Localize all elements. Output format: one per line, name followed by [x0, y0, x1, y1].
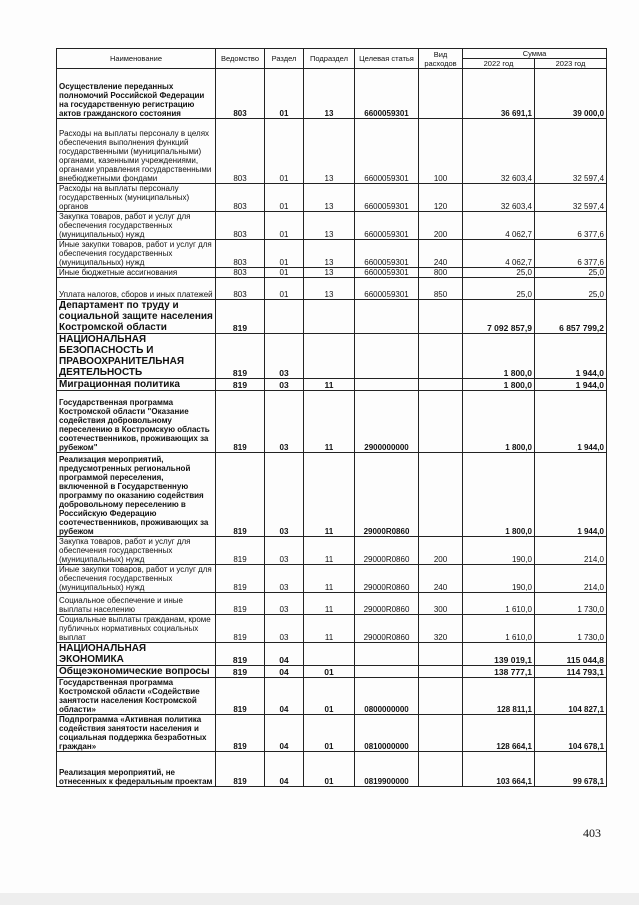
scan-edge — [0, 893, 639, 905]
cell-pod: 11 — [304, 391, 355, 453]
cell-pod: 13 — [304, 268, 355, 278]
cell-s2022: 1 800,0 — [463, 334, 535, 379]
header-2023: 2023 год — [535, 59, 607, 69]
cell-target — [355, 666, 419, 678]
header-2022: 2022 год — [463, 59, 535, 69]
cell-s2022: 128 664,1 — [463, 715, 535, 752]
cell-s2022: 4 062,7 — [463, 212, 535, 240]
cell-target: 29000R0860 — [355, 593, 419, 615]
cell-razdel: 03 — [265, 615, 304, 643]
header-razdel: Раздел — [265, 49, 304, 69]
cell-name: Департамент по труду и социальной защите населения Костромской области — [57, 300, 216, 334]
cell-razdel: 03 — [265, 453, 304, 537]
cell-target: 6600059301 — [355, 240, 419, 268]
cell-target — [355, 300, 419, 334]
cell-s2023: 104 678,1 — [535, 715, 607, 752]
table-row — [57, 268, 607, 278]
cell-pod: 11 — [304, 615, 355, 643]
cell-ved: 819 — [216, 379, 265, 391]
cell-ved: 819 — [216, 565, 265, 593]
cell-s2022: 190,0 — [463, 537, 535, 565]
cell-name: Реализация мероприятий, не отнесенных к федеральным проектам — [57, 752, 216, 787]
cell-name: Социальные выплаты гражданам, кроме публичных нормативных социальных выплат — [57, 615, 216, 643]
cell-s2023: 214,0 — [535, 565, 607, 593]
cell-s2023: 6 377,6 — [535, 212, 607, 240]
cell-razdel: 03 — [265, 379, 304, 391]
cell-s2022: 190,0 — [463, 565, 535, 593]
cell-s2022: 4 062,7 — [463, 240, 535, 268]
cell-ved: 803 — [216, 184, 265, 212]
cell-razdel: 03 — [265, 565, 304, 593]
table-row — [57, 240, 607, 268]
cell-razdel: 01 — [265, 240, 304, 268]
cell-pod: 01 — [304, 752, 355, 787]
cell-ved: 803 — [216, 240, 265, 268]
cell-target — [355, 643, 419, 666]
cell-target: 0810000000 — [355, 715, 419, 752]
cell-s2023: 214,0 — [535, 537, 607, 565]
cell-razdel: 03 — [265, 391, 304, 453]
cell-razdel: 01 — [265, 69, 304, 119]
table-row — [57, 278, 607, 300]
cell-s2023: 6 377,6 — [535, 240, 607, 268]
cell-name: Расходы на выплаты персоналу государственных (муниципальных) органов — [57, 184, 216, 212]
cell-s2022: 36 691,1 — [463, 69, 535, 119]
cell-name: Иные бюджетные ассигнования — [57, 268, 216, 278]
cell-s2023: 32 597,4 — [535, 184, 607, 212]
cell-name: Социальное обеспечение и иные выплаты населению — [57, 593, 216, 615]
budget-table — [56, 48, 607, 787]
cell-pod: 11 — [304, 379, 355, 391]
cell-s2022: 25,0 — [463, 278, 535, 300]
cell-razdel: 01 — [265, 268, 304, 278]
table-row — [57, 752, 607, 787]
cell-target: 0819900000 — [355, 752, 419, 787]
cell-razdel: 04 — [265, 678, 304, 715]
cell-pod — [304, 643, 355, 666]
header-vid: Вид расходов — [419, 49, 463, 69]
cell-s2023: 1 944,0 — [535, 379, 607, 391]
cell-vid — [419, 715, 463, 752]
cell-pod: 11 — [304, 537, 355, 565]
cell-vid: 200 — [419, 212, 463, 240]
table-row — [57, 666, 607, 678]
cell-vid — [419, 678, 463, 715]
cell-ved: 819 — [216, 643, 265, 666]
cell-razdel: 03 — [265, 593, 304, 615]
table-row — [57, 334, 607, 379]
cell-s2023: 104 827,1 — [535, 678, 607, 715]
page-number: 403 — [583, 826, 601, 840]
cell-target: 6600059301 — [355, 278, 419, 300]
cell-ved: 819 — [216, 593, 265, 615]
table-row — [57, 212, 607, 240]
cell-s2023: 1 944,0 — [535, 334, 607, 379]
cell-vid: 800 — [419, 268, 463, 278]
cell-ved: 819 — [216, 715, 265, 752]
cell-pod: 01 — [304, 678, 355, 715]
cell-razdel: 03 — [265, 537, 304, 565]
cell-pod: 13 — [304, 119, 355, 184]
header-podrazdel: Подраздел — [304, 49, 355, 69]
cell-target — [355, 334, 419, 379]
cell-target: 29000R0860 — [355, 615, 419, 643]
table-row — [57, 453, 607, 537]
table-row — [57, 537, 607, 565]
cell-name: Осуществление переданных полномочий Российской Федерации на государственную регистрацию актов гражданского состояния — [57, 69, 216, 119]
cell-target: 29000R0860 — [355, 565, 419, 593]
cell-s2023: 6 857 799,2 — [535, 300, 607, 334]
cell-razdel: 04 — [265, 643, 304, 666]
cell-name: НАЦИОНАЛЬНАЯ ЭКОНОМИКА — [57, 643, 216, 666]
cell-vid — [419, 453, 463, 537]
cell-s2022: 138 777,1 — [463, 666, 535, 678]
table-row — [57, 615, 607, 643]
header-summa: Сумма — [463, 49, 607, 59]
cell-s2023: 25,0 — [535, 278, 607, 300]
table-row — [57, 300, 607, 334]
cell-vid — [419, 300, 463, 334]
table-row — [57, 184, 607, 212]
cell-s2023: 25,0 — [535, 268, 607, 278]
cell-vid — [419, 666, 463, 678]
cell-target: 6600059301 — [355, 212, 419, 240]
cell-pod: 13 — [304, 212, 355, 240]
cell-vid — [419, 643, 463, 666]
cell-s2022: 1 800,0 — [463, 453, 535, 537]
cell-s2022: 7 092 857,9 — [463, 300, 535, 334]
cell-pod — [304, 334, 355, 379]
cell-name: Расходы на выплаты персоналу в целях обеспечения выполнения функций государственными (муниципальными) органами, казенными учреждениями, органами управления государственными внебюджетными фондами — [57, 119, 216, 184]
cell-target: 6600059301 — [355, 69, 419, 119]
cell-vid — [419, 391, 463, 453]
cell-ved: 819 — [216, 537, 265, 565]
table-row — [57, 715, 607, 752]
cell-name: Миграционная политика — [57, 379, 216, 391]
cell-razdel: 04 — [265, 752, 304, 787]
cell-razdel: 01 — [265, 119, 304, 184]
cell-pod: 01 — [304, 666, 355, 678]
table-row — [57, 643, 607, 666]
cell-vid: 200 — [419, 537, 463, 565]
cell-s2022: 1 610,0 — [463, 593, 535, 615]
cell-target: 6600059301 — [355, 184, 419, 212]
cell-s2022: 25,0 — [463, 268, 535, 278]
cell-target: 6600059301 — [355, 268, 419, 278]
cell-name: Общеэкономические вопросы — [57, 666, 216, 678]
cell-vid — [419, 379, 463, 391]
cell-vid: 850 — [419, 278, 463, 300]
cell-s2023: 1 944,0 — [535, 453, 607, 537]
cell-s2023: 39 000,0 — [535, 69, 607, 119]
cell-pod: 13 — [304, 278, 355, 300]
cell-name: Государственная программа Костромской области "Оказание содействия добровольному переселению в Костромскую область соотечественников, проживающих за рубежом" — [57, 391, 216, 453]
cell-ved: 819 — [216, 453, 265, 537]
cell-vid — [419, 69, 463, 119]
cell-target: 0800000000 — [355, 678, 419, 715]
cell-pod: 13 — [304, 184, 355, 212]
cell-ved: 819 — [216, 334, 265, 379]
table-row — [57, 593, 607, 615]
cell-s2022: 139 019,1 — [463, 643, 535, 666]
cell-name: Подпрограмма «Активная политика содействия занятости населения и социальная поддержка безработных граждан» — [57, 715, 216, 752]
cell-s2022: 1 800,0 — [463, 391, 535, 453]
cell-vid: 320 — [419, 615, 463, 643]
cell-ved: 803 — [216, 119, 265, 184]
cell-vid: 120 — [419, 184, 463, 212]
cell-name: Закупка товаров, работ и услуг для обеспечения государственных (муниципальных) нужд — [57, 212, 216, 240]
table-row — [57, 391, 607, 453]
table-row — [57, 119, 607, 184]
cell-target: 29000R0860 — [355, 537, 419, 565]
cell-name: Уплата налогов, сборов и иных платежей — [57, 278, 216, 300]
cell-ved: 819 — [216, 300, 265, 334]
cell-vid — [419, 752, 463, 787]
cell-razdel: 04 — [265, 715, 304, 752]
cell-pod: 11 — [304, 453, 355, 537]
cell-razdel: 01 — [265, 212, 304, 240]
cell-razdel: 01 — [265, 184, 304, 212]
cell-s2023: 114 793,1 — [535, 666, 607, 678]
cell-ved: 819 — [216, 678, 265, 715]
cell-ved: 803 — [216, 69, 265, 119]
cell-ved: 819 — [216, 615, 265, 643]
header-name: Наименование — [57, 49, 216, 69]
cell-s2022: 128 811,1 — [463, 678, 535, 715]
cell-vid: 300 — [419, 593, 463, 615]
header-target: Целевая статья — [355, 49, 419, 69]
cell-vid: 240 — [419, 240, 463, 268]
cell-ved: 819 — [216, 752, 265, 787]
table-row — [57, 69, 607, 119]
cell-name: Закупка товаров, работ и услуг для обеспечения государственных (муниципальных) нужд — [57, 537, 216, 565]
table-row — [57, 379, 607, 391]
cell-razdel — [265, 300, 304, 334]
cell-name: НАЦИОНАЛЬНАЯ БЕЗОПАСНОСТЬ И ПРАВООХРАНИТЕЛЬНАЯ ДЕЯТЕЛЬНОСТЬ — [57, 334, 216, 379]
cell-vid — [419, 334, 463, 379]
cell-name: Реализация мероприятий, предусмотренных региональной программой переселения, включенной в Государственную программу по оказанию содействия добровольному переселению в Российскую Федерацию соотечественников, проживающих за рубежом — [57, 453, 216, 537]
cell-s2023: 1 730,0 — [535, 615, 607, 643]
cell-s2023: 99 678,1 — [535, 752, 607, 787]
cell-s2022: 32 603,4 — [463, 119, 535, 184]
cell-target — [355, 379, 419, 391]
cell-ved: 819 — [216, 666, 265, 678]
cell-s2023: 1 944,0 — [535, 391, 607, 453]
table-row — [57, 678, 607, 715]
cell-vid: 240 — [419, 565, 463, 593]
cell-pod: 13 — [304, 240, 355, 268]
cell-razdel: 04 — [265, 666, 304, 678]
cell-s2022: 1 800,0 — [463, 379, 535, 391]
cell-razdel: 03 — [265, 334, 304, 379]
cell-target: 2900000000 — [355, 391, 419, 453]
cell-pod: 01 — [304, 715, 355, 752]
cell-target: 29000R0860 — [355, 453, 419, 537]
cell-ved: 819 — [216, 391, 265, 453]
cell-target: 6600059301 — [355, 119, 419, 184]
cell-pod: 13 — [304, 69, 355, 119]
cell-name: Иные закупки товаров, работ и услуг для обеспечения государственных (муниципальных) нужд — [57, 565, 216, 593]
cell-name: Государственная программа Костромской области «Содействие занятости населения Костромской области» — [57, 678, 216, 715]
cell-pod — [304, 300, 355, 334]
cell-pod: 11 — [304, 593, 355, 615]
cell-s2023: 1 730,0 — [535, 593, 607, 615]
cell-s2023: 115 044,8 — [535, 643, 607, 666]
cell-vid: 100 — [419, 119, 463, 184]
cell-s2023: 32 597,4 — [535, 119, 607, 184]
cell-pod: 11 — [304, 565, 355, 593]
cell-name: Иные закупки товаров, работ и услуг для обеспечения государственных (муниципальных) нужд — [57, 240, 216, 268]
table-row — [57, 565, 607, 593]
cell-ved: 803 — [216, 278, 265, 300]
cell-ved: 803 — [216, 268, 265, 278]
cell-s2022: 32 603,4 — [463, 184, 535, 212]
cell-s2022: 103 664,1 — [463, 752, 535, 787]
header-vedomstvo: Ведомство — [216, 49, 265, 69]
cell-razdel: 01 — [265, 278, 304, 300]
cell-ved: 803 — [216, 212, 265, 240]
cell-s2022: 1 610,0 — [463, 615, 535, 643]
